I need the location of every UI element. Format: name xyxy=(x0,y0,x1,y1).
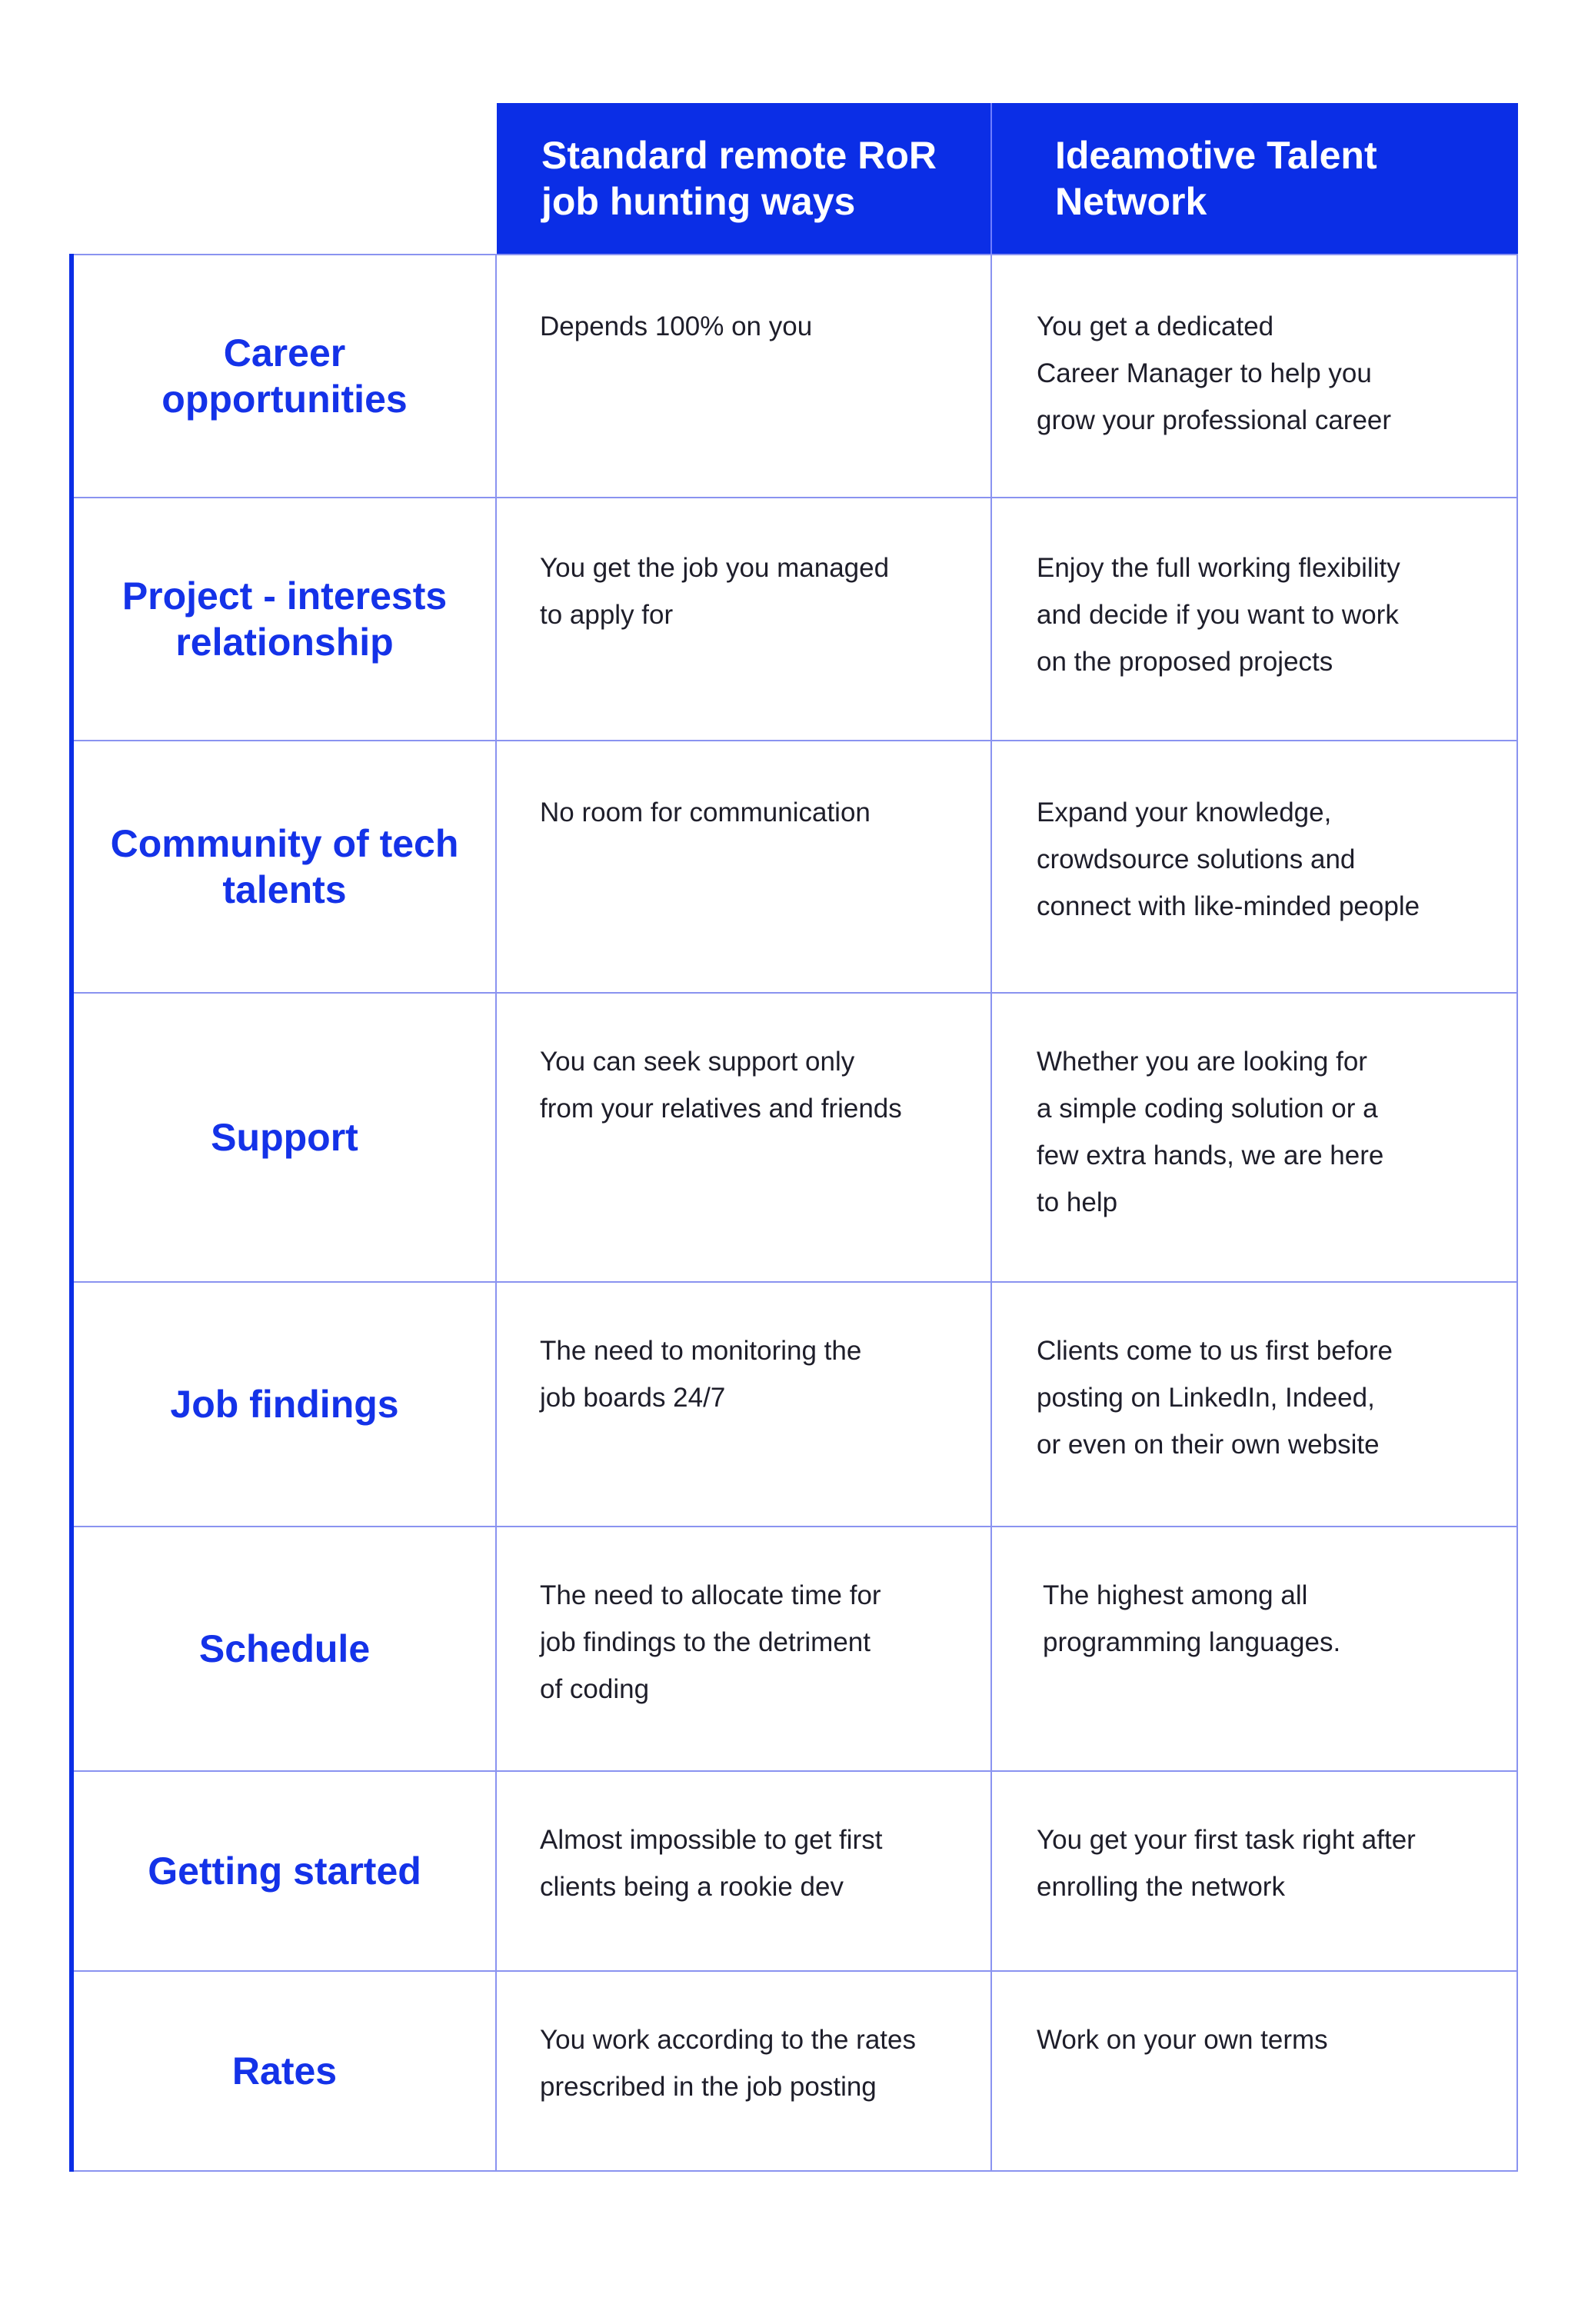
standard-cell: The need to allocate time for job findings to the detriment of coding xyxy=(497,1527,992,1770)
row-label-text: Getting started xyxy=(148,1850,421,1893)
header-standard-ways-title: Standard remote RoR job hunting ways xyxy=(541,134,937,223)
table-row xyxy=(74,254,1518,498)
standard-cell: The need to monitoring the job boards 24/7 xyxy=(497,1283,992,1526)
standard-cell: You work according to the rates prescribed in the job posting xyxy=(497,1972,992,2170)
ideamotive-cell: Whether you are looking for a simple coding solution or a few extra hands, we are here to help xyxy=(992,994,1518,1281)
standard-cell: Depends 100% on you xyxy=(497,255,992,497)
row-label xyxy=(74,994,497,1281)
comparison-table xyxy=(69,103,1518,2172)
row-label xyxy=(74,498,497,740)
row-label-text: Schedule xyxy=(198,1627,371,1670)
row-label-text: Job findings xyxy=(170,1383,399,1426)
table-row xyxy=(74,498,1518,741)
row-label-text: Rates xyxy=(231,2049,338,2093)
table-row xyxy=(74,1972,1518,2172)
row-label-text: Support xyxy=(211,1116,358,1159)
row-label-text: Career opportunities xyxy=(161,331,408,421)
table-row xyxy=(74,1527,1518,1772)
ideamotive-cell: Clients come to us first before posting on LinkedIn, Indeed, or even on their own website xyxy=(992,1283,1518,1526)
header-empty-corner xyxy=(69,103,497,254)
table-row xyxy=(74,741,1518,994)
header-ideamotive-network xyxy=(992,103,1518,254)
table-row xyxy=(74,1772,1518,1972)
table-header-row xyxy=(69,103,1518,254)
row-label xyxy=(74,1283,497,1526)
standard-cell: No room for communication xyxy=(497,741,992,992)
row-label-text: Project - interests relationship xyxy=(122,574,448,664)
standard-cell: You can seek support only from your relatives and friends xyxy=(497,994,992,1281)
ideamotive-cell: You get your first task right after enrolling the network xyxy=(992,1772,1518,1970)
row-label-text: Community of tech talents xyxy=(110,822,459,911)
row-label xyxy=(74,255,497,497)
header-standard-ways xyxy=(497,103,992,254)
row-label xyxy=(74,1772,497,1970)
row-label xyxy=(74,1527,497,1770)
row-label xyxy=(74,741,497,992)
ideamotive-cell: Enjoy the full working flexibility and decide if you want to work on the proposed projects xyxy=(992,498,1518,740)
ideamotive-cell: You get a dedicated Career Manager to help you grow your professional career xyxy=(992,255,1518,497)
standard-cell: You get the job you managed to apply for xyxy=(497,498,992,740)
table-body xyxy=(69,254,1518,2172)
ideamotive-cell: Work on your own terms xyxy=(992,1972,1518,2170)
ideamotive-cell: Expand your knowledge, crowdsource solutions and connect with like-minded people xyxy=(992,741,1518,992)
row-label xyxy=(74,1972,497,2170)
standard-cell: Almost impossible to get first clients being a rookie dev xyxy=(497,1772,992,1970)
header-ideamotive-network-title: Ideamotive Talent Network xyxy=(1055,134,1377,223)
ideamotive-cell: The highest among all programming languages. xyxy=(992,1527,1518,1770)
table-row xyxy=(74,994,1518,1283)
table-row xyxy=(74,1283,1518,1527)
